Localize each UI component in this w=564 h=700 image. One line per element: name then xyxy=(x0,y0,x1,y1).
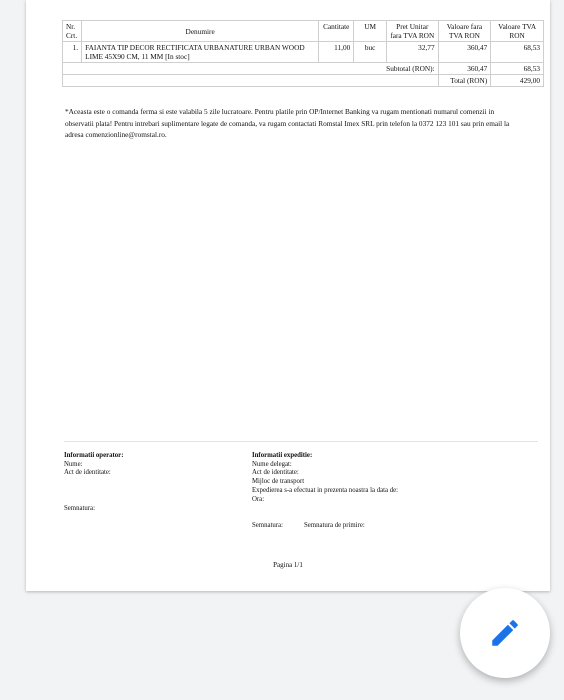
operator-title: Informatii operator: xyxy=(64,452,124,459)
row-um: buc xyxy=(354,42,387,63)
document-page xyxy=(26,0,550,591)
row-denumire: FAIANTA TIP DECOR RECTIFICATA URBANATURE URBAN WOOD LIME 45X90 CM, 11 MM [In stoc] xyxy=(82,42,319,63)
expeditie-info xyxy=(252,452,398,504)
header-cantitate: Cantitate xyxy=(319,21,354,42)
operator-nume: Nume: xyxy=(64,460,83,468)
edit-fab-button[interactable] xyxy=(460,588,550,678)
expeditie-primire: Semnatura de primire: xyxy=(304,522,365,529)
order-items-table xyxy=(62,20,544,87)
row-cantitate: 11,00 xyxy=(319,42,354,63)
section-divider xyxy=(64,441,538,442)
pencil-icon xyxy=(488,616,522,650)
row-valoare: 360,47 xyxy=(438,42,491,63)
total-label: Total (RON) xyxy=(438,75,491,87)
header-tva: Valoare TVA RON xyxy=(491,21,544,42)
row-nr: 1. xyxy=(63,42,82,63)
subtotal-valoare: 360,47 xyxy=(438,63,491,75)
row-pret: 32,77 xyxy=(386,42,438,63)
expeditie-title: Informatii expeditie: xyxy=(252,452,313,459)
row-tva: 68,53 xyxy=(491,42,544,63)
expeditie-expedierea: Expedierea s-a efectuat in prezenta noastra la data de: xyxy=(252,486,399,494)
operator-semnatura: Semnatura: xyxy=(64,505,95,512)
expeditie-delegat: Nume delegat: xyxy=(252,460,292,468)
expeditie-mijloc: Mijloc de transport xyxy=(252,478,305,486)
subtotal-label: Subtotal (RON): xyxy=(63,63,439,75)
expeditie-act: Act de identitate: xyxy=(252,469,299,477)
page-number: Pagina 1/1 xyxy=(273,561,303,569)
subtotal-tva: 68,53 xyxy=(491,63,544,75)
header-valoare: Valoare fara TVA RON xyxy=(438,21,491,42)
total-value: 429,00 xyxy=(491,75,544,87)
total-row xyxy=(63,75,544,87)
operator-act: Act de identitate: xyxy=(64,469,111,477)
subtotal-row xyxy=(63,63,544,75)
header-denumire: Denumire xyxy=(82,21,319,42)
total-spacer xyxy=(63,75,439,87)
order-note: *Aceasta este o comanda ferma si este valabila 5 zile lucratoare. Pentru platile prin OP/Internet Banking va rugam mentionati numarul comenzii in observatii plata! Pentru intrebari suplimentare legate de comanda, va rugam contactati Romstal Imex SRL prin telefon la 0372 123 101 sau prin email la adresa comenzionline@romstal.ro. xyxy=(65,107,510,139)
operator-info xyxy=(64,452,123,478)
expeditie-semnatura: Semnatura: xyxy=(252,522,283,529)
expeditie-ora: Ora: xyxy=(252,495,265,503)
table-header-row xyxy=(63,21,544,42)
header-pret: Pret Unitar fara TVA RON xyxy=(386,21,438,42)
table-row xyxy=(63,42,544,63)
header-nr: Nr. Crt. xyxy=(63,21,82,42)
header-um: UM xyxy=(354,21,387,42)
